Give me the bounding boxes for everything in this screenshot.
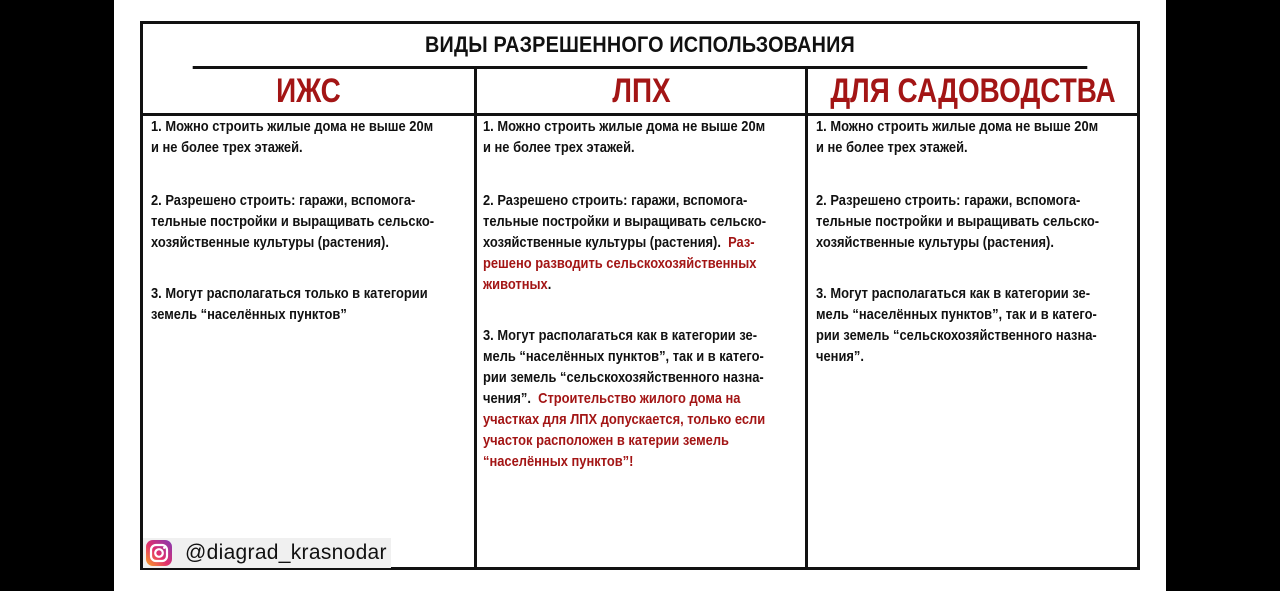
red-note-line: “населённых пунктов”! (483, 453, 634, 470)
text-line: 2. Разрешено строить: гаражи, вспомога- (816, 192, 1081, 209)
text-line: земель “населённых пунктов” (151, 306, 347, 323)
text-line: рии земель “сельскохозяйственного назна- (816, 327, 1097, 344)
text-line: животных. (483, 276, 552, 293)
text-line: чения”. Строительство жилого дома на (483, 390, 741, 407)
text-line: чения”. (816, 348, 864, 365)
column-lph (483, 116, 812, 472)
text-line: 1. Можно строить жилые дома не выше 20м (483, 118, 766, 135)
text-line: рии земель “сельскохозяйственного назна- (483, 369, 764, 386)
red-note-line: участках для ЛПХ допускается, только если (483, 411, 766, 428)
instagram-icon (145, 539, 173, 567)
text-line: тельные постройки и выращивать сельско- (151, 213, 435, 230)
text-line: хозяйственные культуры (растения). Раз- (483, 234, 755, 251)
red-note-line: решено разводить сельскохозяйственных (483, 255, 757, 272)
text-line: 3. Могут располагаться только в категории (151, 285, 428, 302)
text-line: мель “населённых пунктов”, так и в катего- (483, 348, 764, 365)
instagram-watermark (143, 538, 391, 568)
header-row (143, 69, 1137, 116)
text-line: тельные постройки и выращивать сельско- (816, 213, 1100, 230)
text-line: хозяйственные культуры (растения). (151, 234, 389, 251)
text-line: 1. Можно строить жилые дома не выше 20м (151, 118, 434, 135)
red-note: Раз- (728, 234, 755, 251)
text-line: 3. Могут располагаться как в категории зе- (816, 285, 1091, 302)
header-lph: ЛПХ (611, 71, 671, 110)
header-izhs: ИЖС (276, 71, 341, 110)
usage-types-table (140, 21, 1140, 570)
text-line: 2. Разрешено строить: гаражи, вспомога- (483, 192, 748, 209)
table-title: ВИДЫ РАЗРЕШЕННОГО ИСПОЛЬЗОВАНИЯ (193, 24, 1088, 69)
text-line: и не более трех этажей. (483, 139, 635, 156)
text-line: тельные постройки и выращивать сельско- (483, 213, 767, 230)
column-gardening (816, 116, 1145, 367)
text-line: 1. Можно строить жилые дома не выше 20м (816, 118, 1099, 135)
text-line: 2. Разрешено строить: гаражи, вспомога- (151, 192, 416, 209)
red-note: Строительство жилого дома на (538, 390, 741, 407)
text-line: мель “населённых пунктов”, так и в катего- (816, 306, 1097, 323)
text-line: и не более трех этажей. (816, 139, 968, 156)
instagram-handle: @diagrad_krasnodar (185, 541, 387, 564)
column-izhs (151, 116, 480, 325)
text-line: хозяйственные культуры (растения). (816, 234, 1054, 251)
text-line: 3. Могут располагаться как в категории зе- (483, 327, 758, 344)
text-line: и не более трех этажей. (151, 139, 303, 156)
header-gardening: ДЛЯ САДОВОДСТВА (829, 71, 1116, 110)
red-note-line: участок расположен в катерии земель (483, 432, 729, 449)
